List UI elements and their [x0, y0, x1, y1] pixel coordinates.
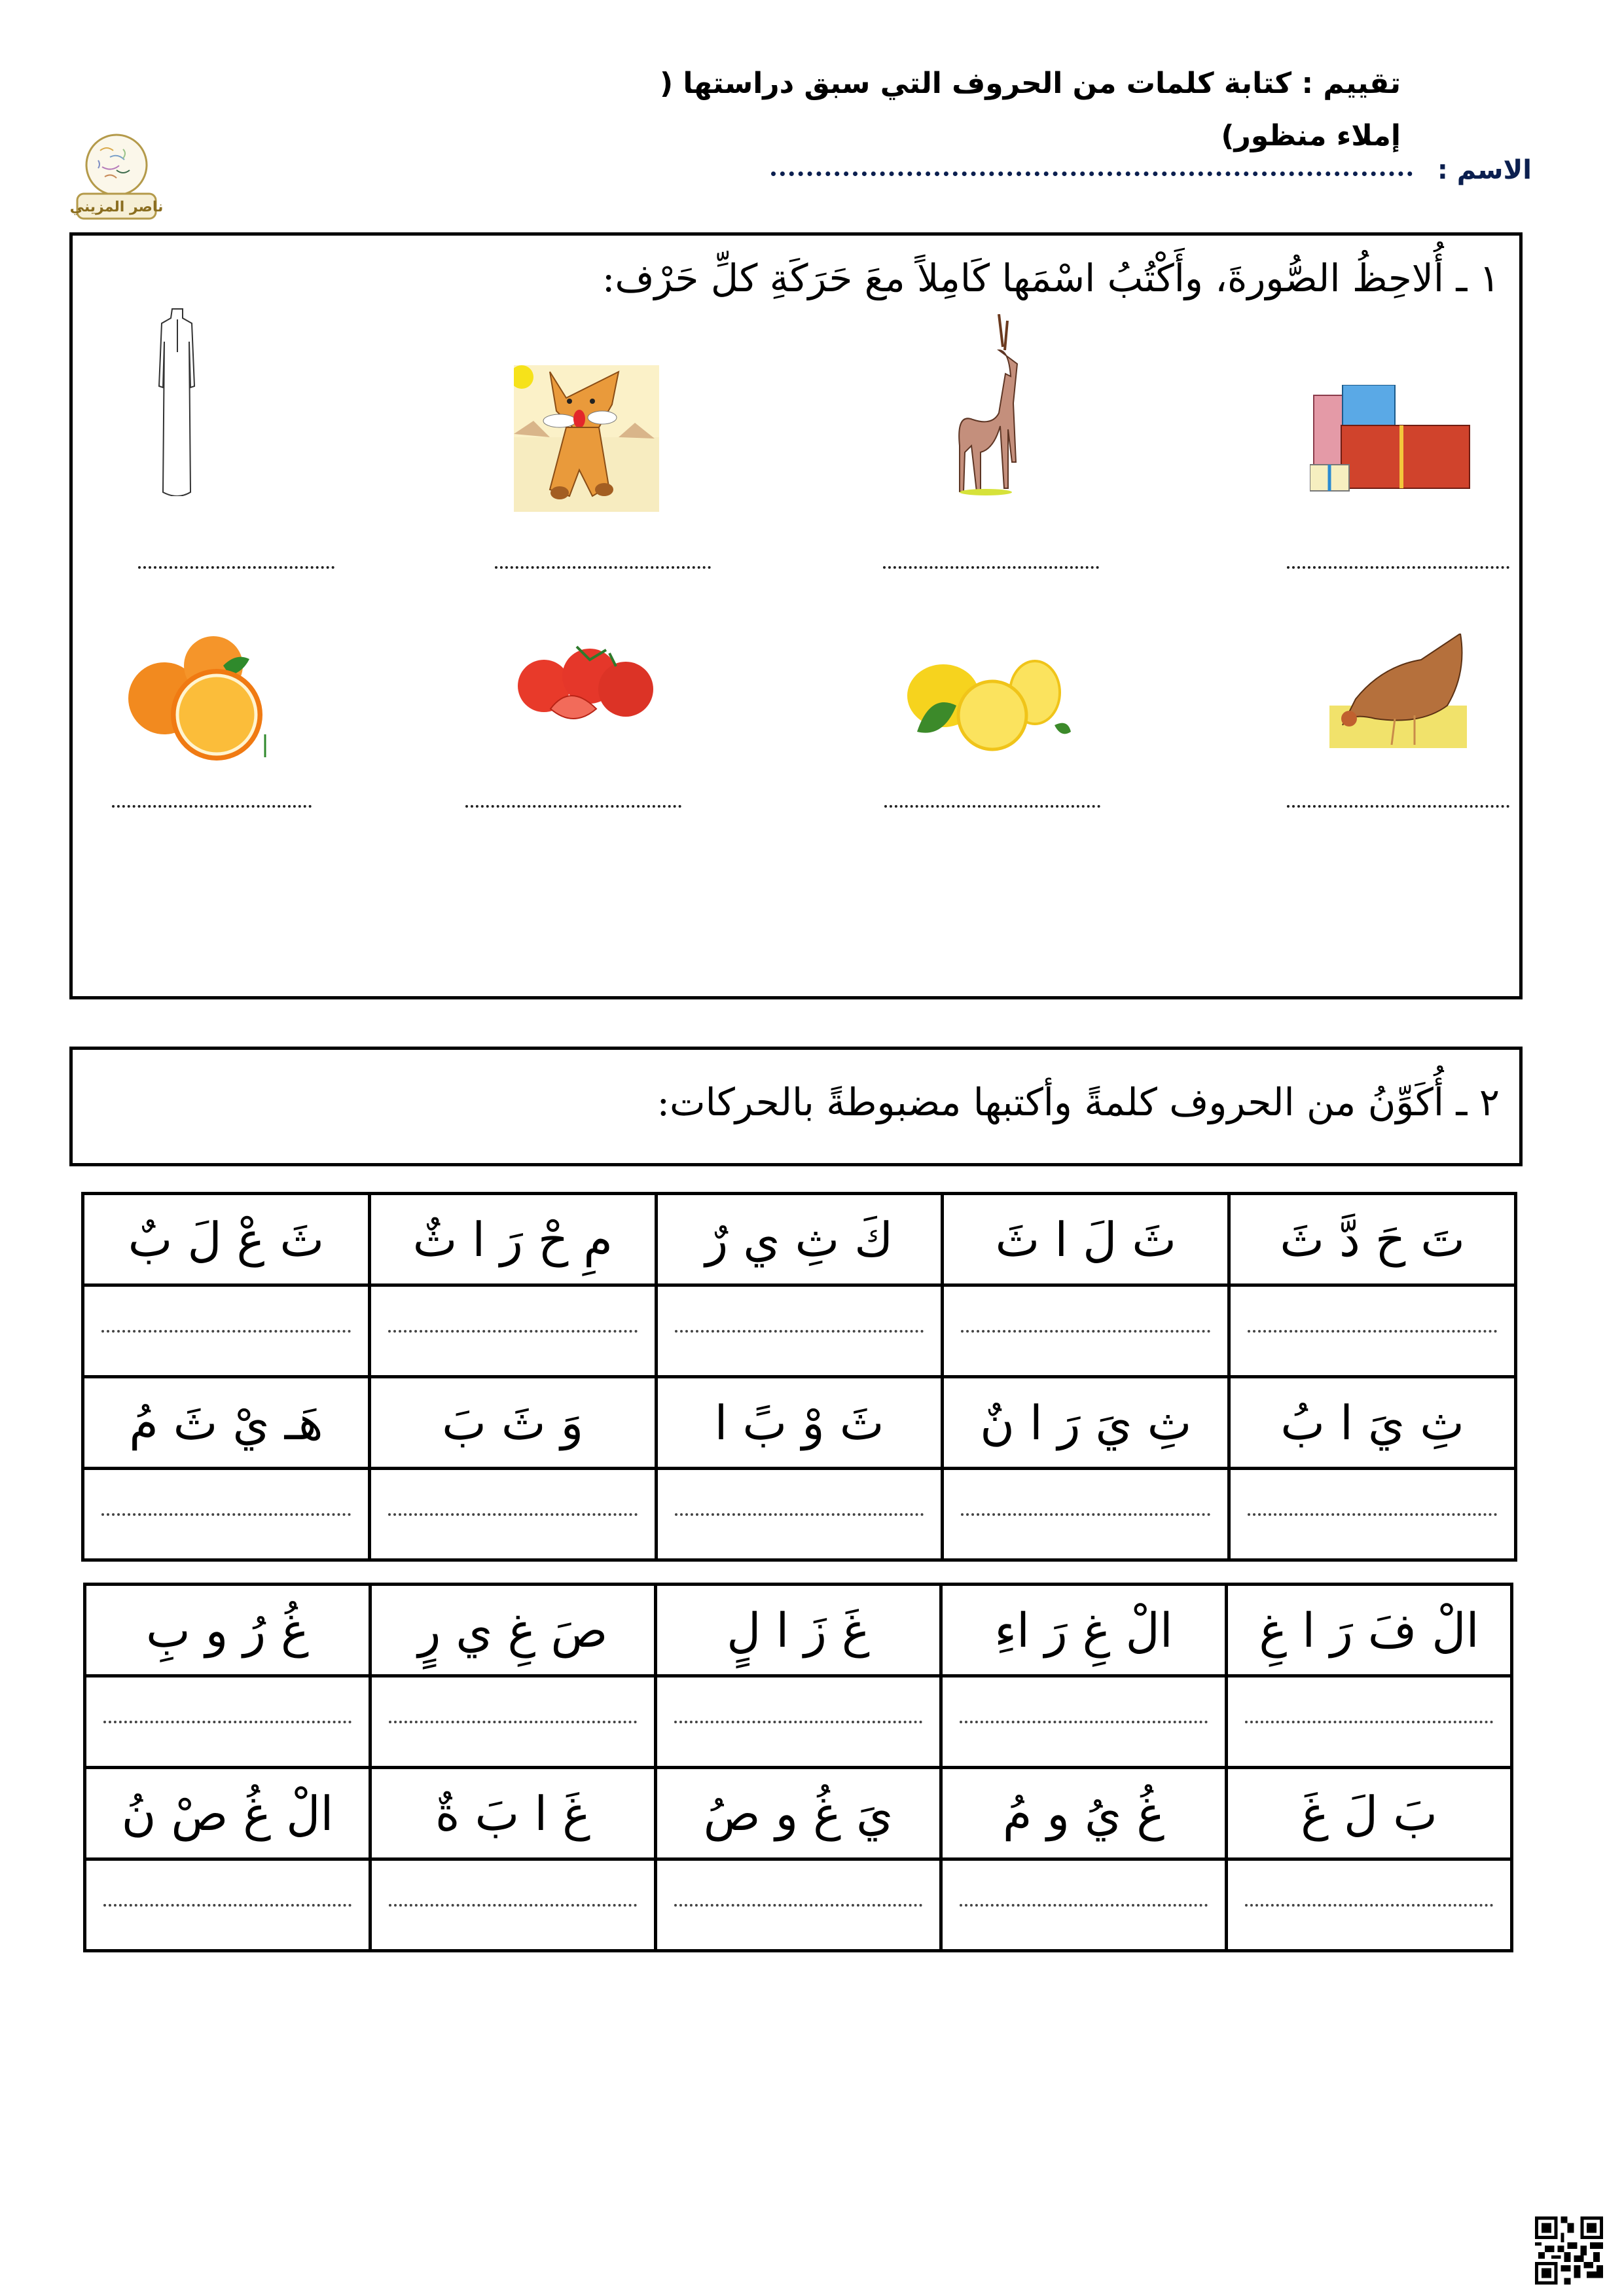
answer-dotted-line: [675, 1513, 924, 1516]
write-cell[interactable]: [941, 1676, 1227, 1768]
answer-line-fox[interactable]: [495, 566, 711, 569]
write-cell[interactable]: [941, 1859, 1227, 1951]
answer-dotted-line: [675, 1330, 924, 1333]
fox-image: [514, 365, 659, 512]
fox-icon: [514, 365, 659, 512]
thobe-icon: [158, 306, 197, 496]
write-cell[interactable]: [1227, 1859, 1512, 1951]
table-row: [83, 1285, 1516, 1377]
answer-dotted-line: [388, 1330, 638, 1333]
write-cell[interactable]: [656, 1859, 941, 1951]
answer-dotted-line: [960, 1904, 1208, 1907]
answer-line-orange[interactable]: [112, 805, 312, 808]
hen-icon: [1329, 634, 1467, 748]
gifts-icon: [1310, 385, 1473, 493]
write-cell[interactable]: [369, 1285, 656, 1377]
answer-dotted-line: [103, 1721, 352, 1723]
qr-code: [1535, 2216, 1603, 2285]
letters-cell: ثِ يَ ا بُ: [1229, 1377, 1516, 1469]
orange-icon: [125, 626, 276, 770]
write-cell[interactable]: [370, 1676, 656, 1768]
letters-table-2: [83, 1583, 1513, 1952]
letters-cell: الْ غِ رَ اءِ: [941, 1585, 1227, 1676]
letters-cell: غَ زَ ا لٍ: [656, 1585, 941, 1676]
letters-cell: يَ غُ و صُ: [656, 1768, 941, 1859]
gazelle-image: [937, 314, 1035, 496]
answer-dotted-line: [1245, 1904, 1493, 1907]
answer-dotted-line: [1248, 1330, 1497, 1333]
orange-image: [125, 626, 276, 770]
answer-dotted-line: [961, 1513, 1210, 1516]
answer-dotted-line: [960, 1721, 1208, 1723]
gazelle-icon: [937, 314, 1035, 496]
letters-cell: غُ يُ و مُ: [941, 1768, 1227, 1859]
write-cell[interactable]: [369, 1469, 656, 1560]
qr-code-icon: [1535, 2216, 1603, 2285]
letters-cell: ثَ وْ بً ا: [656, 1377, 943, 1469]
logo-emblem-icon: [71, 131, 162, 223]
letters-cell: الْ غُ صْ نُ: [85, 1768, 370, 1859]
letters-cell: ثِ يَ رَ ا نٌ: [943, 1377, 1229, 1469]
letters-cell: غُ رُ و بِ: [85, 1585, 370, 1676]
write-cell[interactable]: [656, 1676, 941, 1768]
answer-dotted-line: [961, 1330, 1210, 1333]
name-label: الاسم :: [1437, 155, 1532, 185]
write-cell[interactable]: [85, 1859, 370, 1951]
section-2-instruction: ٢ ـ أُكَوِّنُ من الحروف كلمةً وأكتبها مضبوطةً بالحركات:: [657, 1080, 1500, 1124]
thobe-image: [158, 306, 197, 496]
answer-dotted-line: [674, 1721, 922, 1723]
answer-dotted-line: [101, 1513, 351, 1516]
worksheet-title: تقييم : كتابة كلمات من الحروف التي سبق دراستها ( إملاء منظور): [660, 67, 1401, 152]
answer-dotted-line: [674, 1904, 922, 1907]
name-input-line[interactable]: [771, 171, 1413, 176]
letters-cell: بَ لَ غَ: [1227, 1768, 1512, 1859]
write-cell[interactable]: [1227, 1676, 1512, 1768]
svg-text:ناصر المزيني: ناصر المزيني: [71, 199, 162, 215]
lemon-icon: [891, 660, 1087, 751]
write-cell[interactable]: [370, 1859, 656, 1951]
gifts-image: [1310, 385, 1473, 493]
letters-cell: مِ حْ رَ ا ثٌ: [369, 1194, 656, 1285]
answer-line-thobe[interactable]: [138, 566, 334, 569]
write-cell[interactable]: [83, 1469, 370, 1560]
write-cell[interactable]: [656, 1469, 943, 1560]
write-cell[interactable]: [1229, 1285, 1516, 1377]
letters-cell: وَ ثَ بَ: [369, 1377, 656, 1469]
letters-table-1: [81, 1192, 1517, 1562]
write-cell[interactable]: [83, 1285, 370, 1377]
lemon-image: [891, 660, 1087, 751]
write-cell[interactable]: [943, 1285, 1229, 1377]
write-cell[interactable]: [943, 1469, 1229, 1560]
answer-dotted-line: [1248, 1513, 1497, 1516]
section-2-box: [69, 1047, 1523, 1166]
letters-cell: تَ حَ دَّ ثَ: [1229, 1194, 1516, 1285]
answer-line-tomato[interactable]: [465, 805, 681, 808]
logo: [71, 131, 162, 223]
answer-dotted-line: [389, 1904, 637, 1907]
table-row: [85, 1768, 1512, 1859]
hen-image: [1329, 634, 1467, 748]
letters-cell: الْ فَ رَ ا غِ: [1227, 1585, 1512, 1676]
letters-cell: ثَ عْ لَ بٌ: [83, 1194, 370, 1285]
section-1-instruction: ١ ـ أُلاحِظُ الصُّورةَ، وأَكْتُبُ اسْمَها كَامِلاً معَ حَرَكَةِ كلِّ حَرْف:: [602, 256, 1500, 300]
answer-line-lemon[interactable]: [884, 805, 1100, 808]
table-row: [85, 1585, 1512, 1676]
write-cell[interactable]: [656, 1285, 943, 1377]
tomato-icon: [511, 640, 662, 744]
table-row: [83, 1194, 1516, 1285]
answer-dotted-line: [389, 1721, 637, 1723]
tomato-image: [511, 640, 662, 744]
answer-line-gifts[interactable]: [1287, 566, 1509, 569]
letters-cell: هَـ يْ ثَ مُ: [83, 1377, 370, 1469]
answer-dotted-line: [103, 1904, 352, 1907]
letters-cell: كَ ثِ ي رٌ: [656, 1194, 943, 1285]
answer-dotted-line: [388, 1513, 638, 1516]
answer-line-hen[interactable]: [1287, 805, 1509, 808]
answer-line-gazelle[interactable]: [883, 566, 1099, 569]
table-row: [85, 1859, 1512, 1951]
answer-dotted-line: [1245, 1721, 1493, 1723]
letters-cell: ثَ لَ ا ثَ: [943, 1194, 1229, 1285]
write-cell[interactable]: [85, 1676, 370, 1768]
table-row: [83, 1469, 1516, 1560]
section-1-box: [69, 232, 1523, 999]
answer-dotted-line: [101, 1330, 351, 1333]
letters-cell: صَ غِ ي رٍ: [370, 1585, 656, 1676]
table-row: [83, 1377, 1516, 1469]
write-cell[interactable]: [1229, 1469, 1516, 1560]
letters-cell: غَ ا بَ ةٌ: [370, 1768, 656, 1859]
table-row: [85, 1676, 1512, 1768]
